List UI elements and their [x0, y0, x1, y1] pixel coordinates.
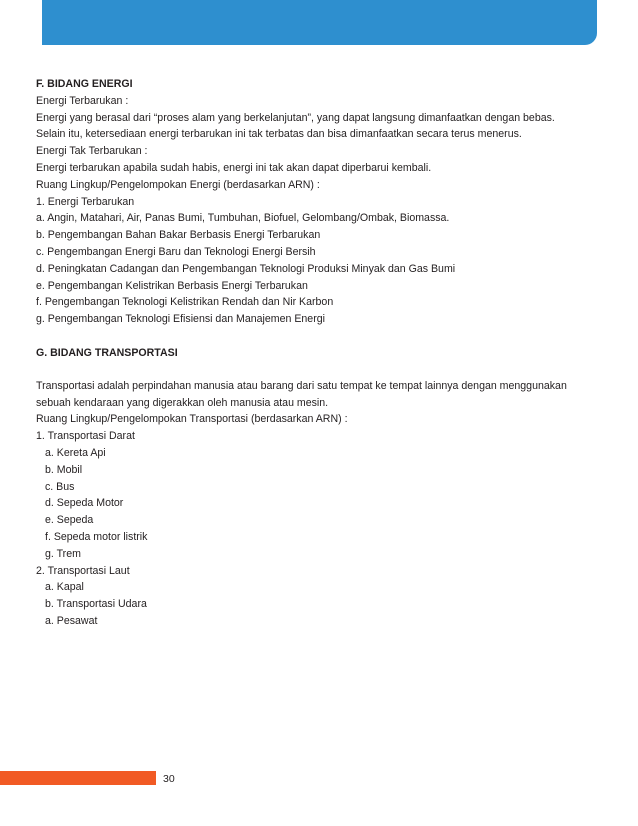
- list-item: e. Sepeda: [45, 514, 94, 527]
- section-f-line: a. Angin, Matahari, Air, Panas Bumi, Tumbuhan, Biofuel, Gelombang/Ombak, Biomassa.: [36, 212, 450, 225]
- section-f-line: Energi Terbarukan :: [36, 94, 129, 107]
- list-item: g. Trem: [45, 547, 81, 560]
- list-item: a. Kereta Api: [45, 446, 106, 459]
- section-f-line: Energi yang berasal dari “proses alam yang berkelanjutan”, yang dapat langsung dimanfaatkan dengan bebas.: [36, 111, 555, 124]
- footer-bar: [0, 771, 156, 785]
- transport-group-title: 1. Transportasi Darat: [36, 430, 135, 443]
- section-f-line: 1. Energi Terbarukan: [36, 195, 135, 208]
- list-item: a. Kapal: [45, 581, 84, 594]
- page-number: 30: [163, 773, 175, 785]
- list-item: b. Mobil: [45, 463, 83, 476]
- section-g-intro-line: sebuah kendaraan yang digerakkan oleh manusia atau mesin.: [36, 396, 329, 409]
- section-f-line: b. Pengembangan Bahan Bakar Berbasis Energi Terbarukan: [36, 229, 321, 242]
- list-item: b. Transportasi Udara: [45, 598, 147, 611]
- section-g-heading: G. BIDANG TRANSPORTASI: [36, 346, 178, 359]
- section-f-heading: F. BIDANG ENERGI: [36, 78, 133, 90]
- list-item: c. Bus: [45, 480, 75, 493]
- list-item: f. Sepeda motor listrik: [45, 530, 148, 543]
- section-f-line: c. Pengembangan Energi Baru dan Teknologi Energi Bersih: [36, 245, 316, 258]
- section-f-line: Energi terbarukan apabila sudah habis, energi ini tak akan dapat diperbarui kembali.: [36, 161, 432, 174]
- section-f-line: f. Pengembangan Teknologi Kelistrikan Rendah dan Nir Karbon: [36, 296, 334, 309]
- section-f-line: Energi Tak Terbarukan :: [36, 145, 148, 158]
- section-g-intro-line: Ruang Lingkup/Pengelompokan Transportasi (berdasarkan ARN) :: [36, 413, 348, 426]
- transport-group-title: 2. Transportasi Laut: [36, 564, 130, 577]
- section-f-line: d. Peningkatan Cadangan dan Pengembangan Teknologi Produksi Minyak dan Gas Bumi: [36, 262, 456, 275]
- section-f-line: e. Pengembangan Kelistrikan Berbasis Energi Terbarukan: [36, 279, 308, 292]
- section-g-intro-line: Transportasi adalah perpindahan manusia atau barang dari satu tempat ke tempat lainnya dengan menggunakan: [36, 379, 567, 392]
- section-spacer: [36, 362, 606, 378]
- header-banner: [42, 0, 597, 45]
- list-item: a. Pesawat: [45, 614, 98, 627]
- section-f-line: Selain itu, ketersediaan energi terbarukan ini tak terbatas dan bisa dimanfaatkan secara terus menerus.: [36, 128, 522, 141]
- list-item: d. Sepeda Motor: [45, 497, 124, 510]
- document-body: [36, 76, 606, 630]
- section-f-line: g. Pengembangan Teknologi Efisiensi dan Manajemen Energi: [36, 313, 325, 326]
- section-f-line: Ruang Lingkup/Pengelompokan Energi (berdasarkan ARN) :: [36, 178, 320, 191]
- section-spacer: [36, 328, 606, 345]
